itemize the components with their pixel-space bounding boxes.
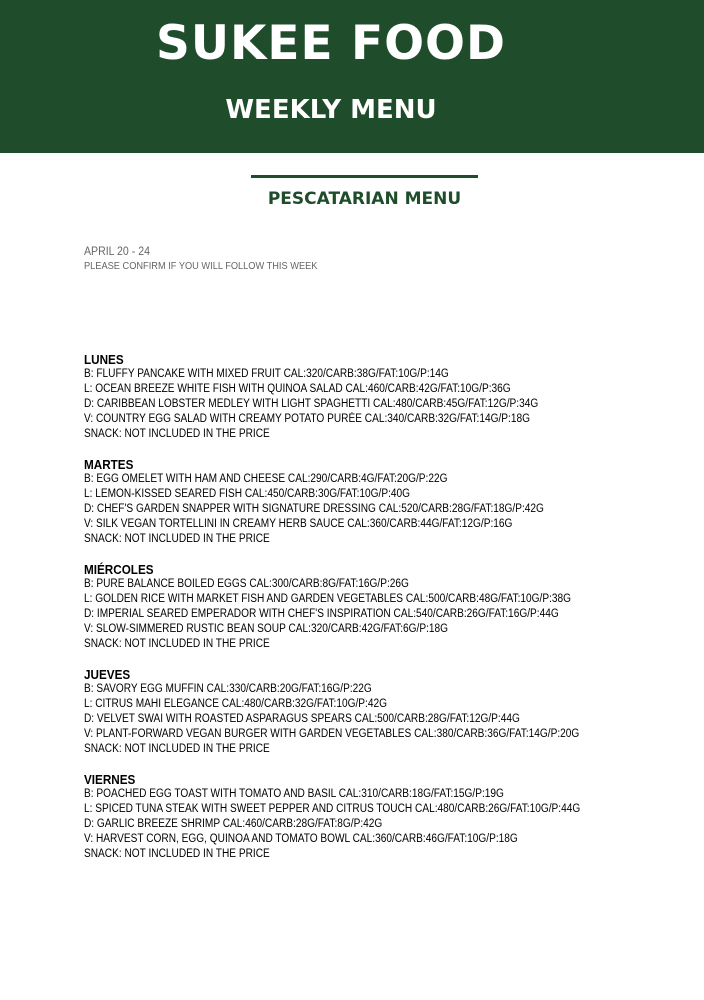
lunch-line: L: GOLDEN RICE WITH MARKET FISH AND GARDEN VEGETABLES CAL:500/CARB:48G/FAT:10G/P:38G	[84, 593, 572, 605]
lunch-line: L: CITRUS MAHI ELEGANCE CAL:480/CARB:32G/FAT:10G/P:42G	[84, 698, 387, 710]
dinner-line: D: CHEF'S GARDEN SNAPPER WITH SIGNATURE DRESSING CAL:520/CARB:28G/FAT:18G/P:42G	[84, 503, 544, 515]
snack-line: SNACK: NOT INCLUDED IN THE PRICE	[84, 743, 270, 755]
snack-line: SNACK: NOT INCLUDED IN THE PRICE	[84, 428, 270, 440]
date-range: APRIL 20 - 24	[84, 244, 150, 258]
vegan-line: V: PLANT-FORWARD VEGAN BURGER WITH GARDEN VEGETABLES CAL:380/CARB:36G/FAT:14G/P:20G	[84, 728, 580, 740]
day-section-miercoles	[84, 562, 684, 652]
day-heading: MARTES	[84, 457, 134, 472]
breakfast-line: B: PURE BALANCE BOILED EGGS CAL:300/CARB:8G/FAT:16G/P:26G	[84, 578, 409, 590]
breakfast-line: B: SAVORY EGG MUFFIN CAL:330/CARB:20G/FAT:16G/P:22G	[84, 683, 372, 695]
vegan-line: V: COUNTRY EGG SALAD WITH CREAMY POTATO PURÉE CAL:340/CARB:32G/FAT:14G/P:18G	[84, 413, 530, 425]
weekly-menu-subtitle: WEEKLY MENU	[225, 95, 437, 125]
day-section-martes	[84, 457, 684, 547]
dinner-line: D: CARIBBEAN LOBSTER MEDLEY WITH LIGHT SPAGHETTI CAL:480/CARB:45G/FAT:12G/P:34G	[84, 398, 539, 410]
dinner-line: D: VELVET SWAI WITH ROASTED ASPARAGUS SPEARS CAL:500/CARB:28G/FAT:12G/P:44G	[84, 713, 520, 725]
breakfast-line: B: FLUFFY PANCAKE WITH MIXED FRUIT CAL:320/CARB:38G/FAT:10G/P:14G	[84, 368, 449, 380]
day-heading: JUEVES	[84, 667, 131, 682]
day-section-viernes	[84, 772, 684, 862]
lunch-line: L: SPICED TUNA STEAK WITH SWEET PEPPER AND CITRUS TOUCH CAL:480/CARB:26G/FAT:10G/P:44G	[84, 803, 581, 815]
title-divider	[251, 175, 478, 178]
breakfast-line: B: POACHED EGG TOAST WITH TOMATO AND BASIL CAL:310/CARB:18G/FAT:15G/P:19G	[84, 788, 504, 800]
vegan-line: V: SILK VEGAN TORTELLINI IN CREAMY HERB SAUCE CAL:360/CARB:44G/FAT:12G/P:16G	[84, 518, 513, 530]
breakfast-line: B: EGG OMELET WITH HAM AND CHEESE CAL:290/CARB:4G/FAT:20G/P:22G	[84, 473, 448, 485]
daily-menu-list	[84, 352, 684, 877]
brand-title: SUKEE FOOD	[155, 16, 507, 71]
lunch-line: L: OCEAN BREEZE WHITE FISH WITH QUINOA SALAD CAL:460/CARB:42G/FAT:10G/P:36G	[84, 383, 511, 395]
dinner-line: D: GARLIC BREEZE SHRIMP CAL:460/CARB:28G/FAT:8G/P:42G	[84, 818, 383, 830]
snack-line: SNACK: NOT INCLUDED IN THE PRICE	[84, 638, 270, 650]
day-heading: VIERNES	[84, 772, 136, 787]
day-heading: MIÉRCOLES	[84, 562, 154, 577]
snack-line: SNACK: NOT INCLUDED IN THE PRICE	[84, 533, 270, 545]
day-section-lunes	[84, 352, 684, 442]
day-section-jueves	[84, 667, 684, 757]
dinner-line: D: IMPERIAL SEARED EMPERADOR WITH CHEF'S INSPIRATION CAL:540/CARB:26G/FAT:16G/P:44G	[84, 608, 559, 620]
snack-line: SNACK: NOT INCLUDED IN THE PRICE	[84, 848, 270, 860]
vegan-line: V: SLOW-SIMMERED RUSTIC BEAN SOUP CAL:320/CARB:42G/FAT:6G/P:18G	[84, 623, 449, 635]
lunch-line: L: LEMON-KISSED SEARED FISH CAL:450/CARB:30G/FAT:10G/P:40G	[84, 488, 411, 500]
day-heading: LUNES	[84, 352, 124, 367]
header-banner	[0, 0, 704, 153]
menu-type-heading: PESCATARIAN MENU	[267, 189, 462, 209]
confirm-note: PLEASE CONFIRM IF YOU WILL FOLLOW THIS WEEK	[84, 260, 318, 272]
vegan-line: V: HARVEST CORN, EGG, QUINOA AND TOMATO BOWL CAL:360/CARB:46G/FAT:10G/P:18G	[84, 833, 518, 845]
